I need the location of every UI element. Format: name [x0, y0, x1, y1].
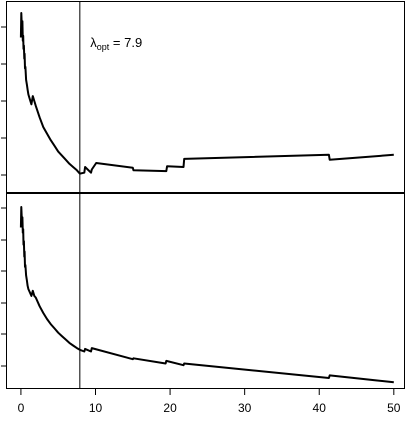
x-tick-label: 40 [312, 401, 326, 415]
x-tick-label: 30 [237, 401, 252, 415]
lambda-opt-annotation [90, 35, 142, 52]
lambda-value: = 7.9 [109, 35, 143, 51]
lambda-subscript: opt [96, 42, 110, 53]
lambda-symbol: λ [90, 35, 97, 51]
series-line [21, 13, 394, 174]
bottom-panel [1, 193, 405, 415]
x-tick-label: 10 [88, 401, 103, 415]
panel-frame [7, 194, 405, 389]
panel-frame [7, 2, 405, 193]
x-tick-label: 20 [163, 401, 177, 415]
x-tick-label: 0 [17, 401, 25, 415]
x-tick-label: 50 [387, 401, 401, 415]
top-panel [1, 1, 405, 193]
series-line [21, 207, 394, 382]
